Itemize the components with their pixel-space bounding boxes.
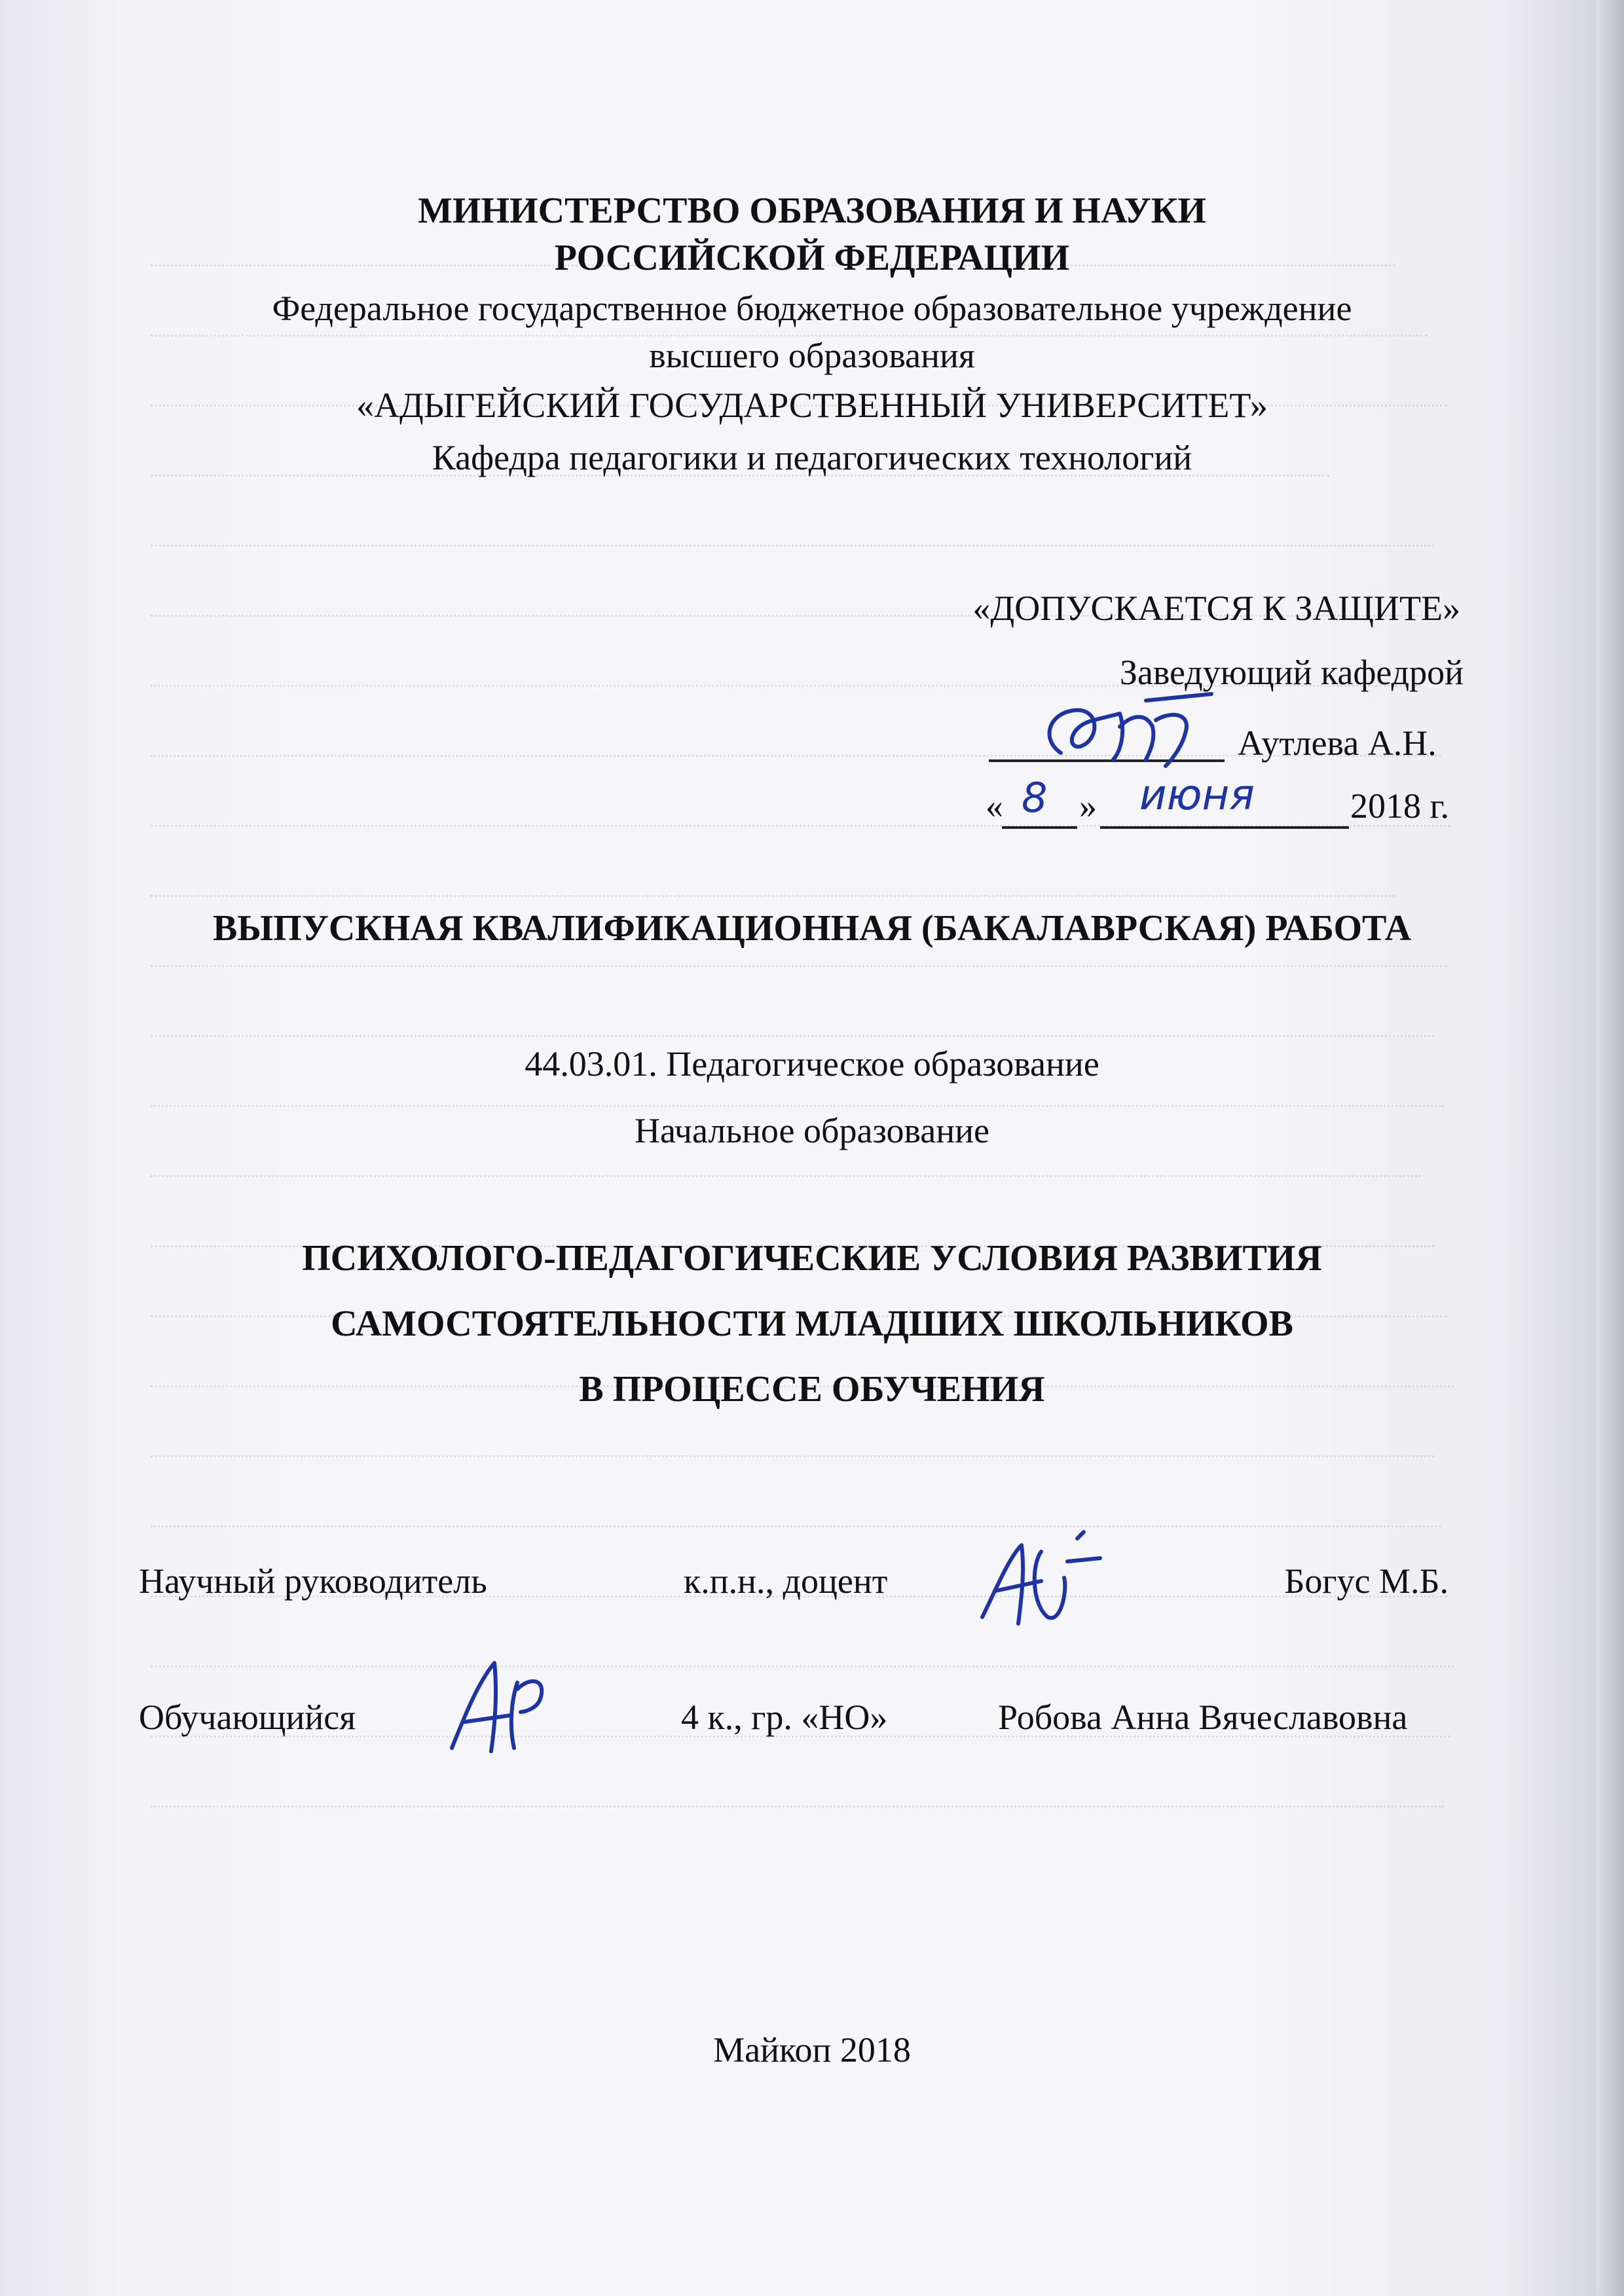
date-open-quote: « [986,786,1003,826]
signature-icon [969,1525,1113,1637]
date-day: 8 [1022,774,1048,822]
student-name: Робова Анна Вячеславовна [998,1698,1408,1737]
city-year: Майкоп 2018 [713,2030,911,2069]
student-label: Обучающийся [139,1698,356,1737]
signature-icon [432,1650,576,1761]
ministry-line-2: РОССИЙСКОЙ ФЕДЕРАЦИИ [554,238,1070,278]
ministry-line-1: МИНИСТЕРСТВО ОБРАЗОВАНИЯ И НАУКИ [418,191,1206,231]
approval-role: Заведующий кафедрой [1119,653,1464,692]
work-type: ВЫПУСКНАЯ КВАЛИФИКАЦИОННАЯ (БАКАЛАВРСКАЯ) РАБОТА [212,908,1412,949]
work-title-line-2: САМОСТОЯТЕЛЬНОСТИ МЛАДШИХ ШКОЛЬНИКОВ [331,1303,1293,1344]
work-title-line-1: ПСИХОЛОГО-ПЕДАГОГИЧЕСКИЕ УСЛОВИЯ РАЗВИТИЯ [302,1238,1322,1279]
date-month: июня [1139,771,1255,820]
head-name: Аутлева А.Н. [1238,723,1437,763]
supervisor-name: Богус М.Б. [1284,1561,1449,1601]
supervisor-label: Научный руководитель [139,1561,487,1601]
supervisor-degree: к.п.н., доцент [684,1561,888,1601]
department-name: Кафедра педагогики и педагогических технологий [432,438,1192,477]
student-group: 4 к., гр. «НО» [681,1698,888,1737]
institution-line-1: Федеральное государственное бюджетное образовательное учреждение [272,289,1352,328]
work-code: 44.03.01. Педагогическое образование [525,1044,1099,1084]
work-profile: Начальное образование [635,1111,989,1150]
approval-title: «ДОПУСКАЕТСЯ К ЗАЩИТЕ» [972,589,1460,628]
signature-icon [1022,674,1231,779]
institution-line-2: высшего образования [649,336,975,375]
university-name: «АДЫГЕЙСКИЙ ГОСУДАРСТВЕННЫЙ УНИВЕРСИТЕТ» [356,386,1268,425]
date-day-line [1002,826,1077,829]
date-month-line [1100,826,1349,829]
date-year: 2018 г. [1350,786,1450,826]
work-title-line-3: В ПРОЦЕССЕ ОБУЧЕНИЯ [579,1369,1045,1410]
date-close-quote: » [1079,786,1097,826]
